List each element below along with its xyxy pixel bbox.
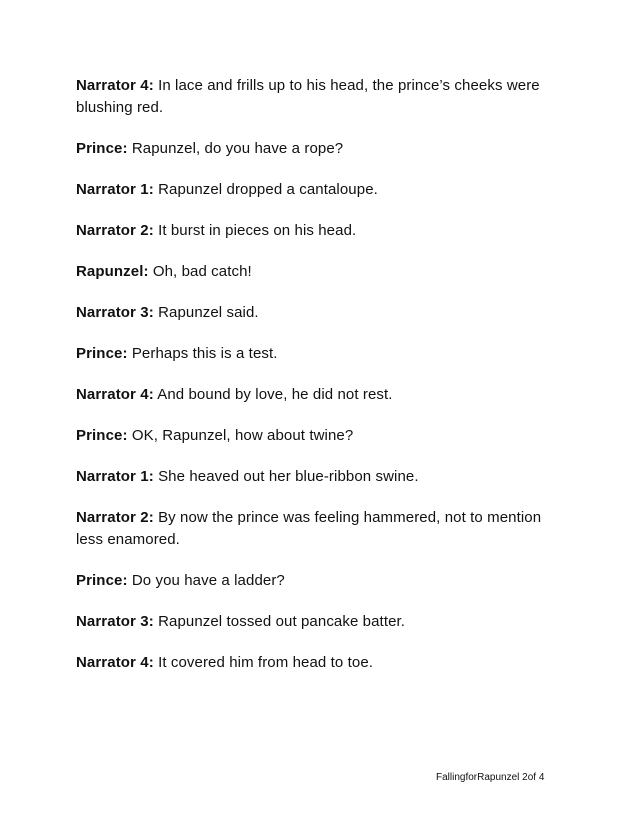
line-text: Rapunzel said. — [153, 304, 259, 321]
speaker-name: Prince: — [76, 345, 128, 362]
speaker-name: Narrator 1: — [76, 468, 154, 485]
line-text: Rapunzel, do you have a rope? — [127, 140, 344, 157]
script-line — [76, 138, 556, 160]
script-line — [76, 343, 556, 365]
speaker-name: Narrator 1: — [76, 181, 154, 198]
script-line — [76, 302, 556, 324]
line-text: Rapunzel dropped a cantaloupe. — [153, 181, 378, 198]
script-line — [76, 220, 556, 242]
script-line — [76, 507, 556, 551]
line-text: Do you have a ladder? — [127, 572, 285, 589]
speaker-name: Narrator 3: — [76, 304, 154, 321]
line-text: Perhaps this is a test. — [127, 345, 278, 362]
script-line — [76, 179, 556, 201]
speaker-name: Narrator 4: — [76, 77, 154, 94]
speaker-name: Narrator 4: — [76, 386, 154, 403]
script-line — [76, 384, 556, 406]
speaker-name: Prince: — [76, 572, 128, 589]
script-line — [76, 425, 556, 447]
line-text: Oh, bad catch! — [148, 263, 252, 280]
script-body — [76, 75, 556, 693]
line-text: By now the prince was feeling hammered, not to mention less enamored. — [76, 509, 542, 548]
line-text: She heaved out her blue-ribbon swine. — [153, 468, 419, 485]
script-line — [76, 652, 556, 674]
script-line — [76, 611, 556, 633]
line-text: And bound by love, he did not rest. — [153, 386, 393, 403]
speaker-name: Rapunzel: — [76, 263, 149, 280]
speaker-name: Prince: — [76, 140, 128, 157]
script-line — [76, 570, 556, 592]
speaker-name: Narrator 2: — [76, 509, 154, 526]
script-line — [76, 466, 556, 488]
line-text: In lace and frills up to his head, the prince’s cheeks were blushing red. — [76, 77, 540, 116]
line-text: Rapunzel tossed out pancake batter. — [153, 613, 406, 630]
speaker-name: Narrator 4: — [76, 654, 154, 671]
script-line — [76, 75, 556, 119]
line-text: OK, Rapunzel, how about twine? — [127, 427, 354, 444]
script-line — [76, 261, 556, 283]
line-text: It covered him from head to toe. — [153, 654, 374, 671]
speaker-name: Narrator 3: — [76, 613, 154, 630]
page-footer: FallingforRapunzel 2of 4 — [436, 772, 545, 783]
line-text: It burst in pieces on his head. — [153, 222, 357, 239]
speaker-name: Narrator 2: — [76, 222, 154, 239]
speaker-name: Prince: — [76, 427, 128, 444]
